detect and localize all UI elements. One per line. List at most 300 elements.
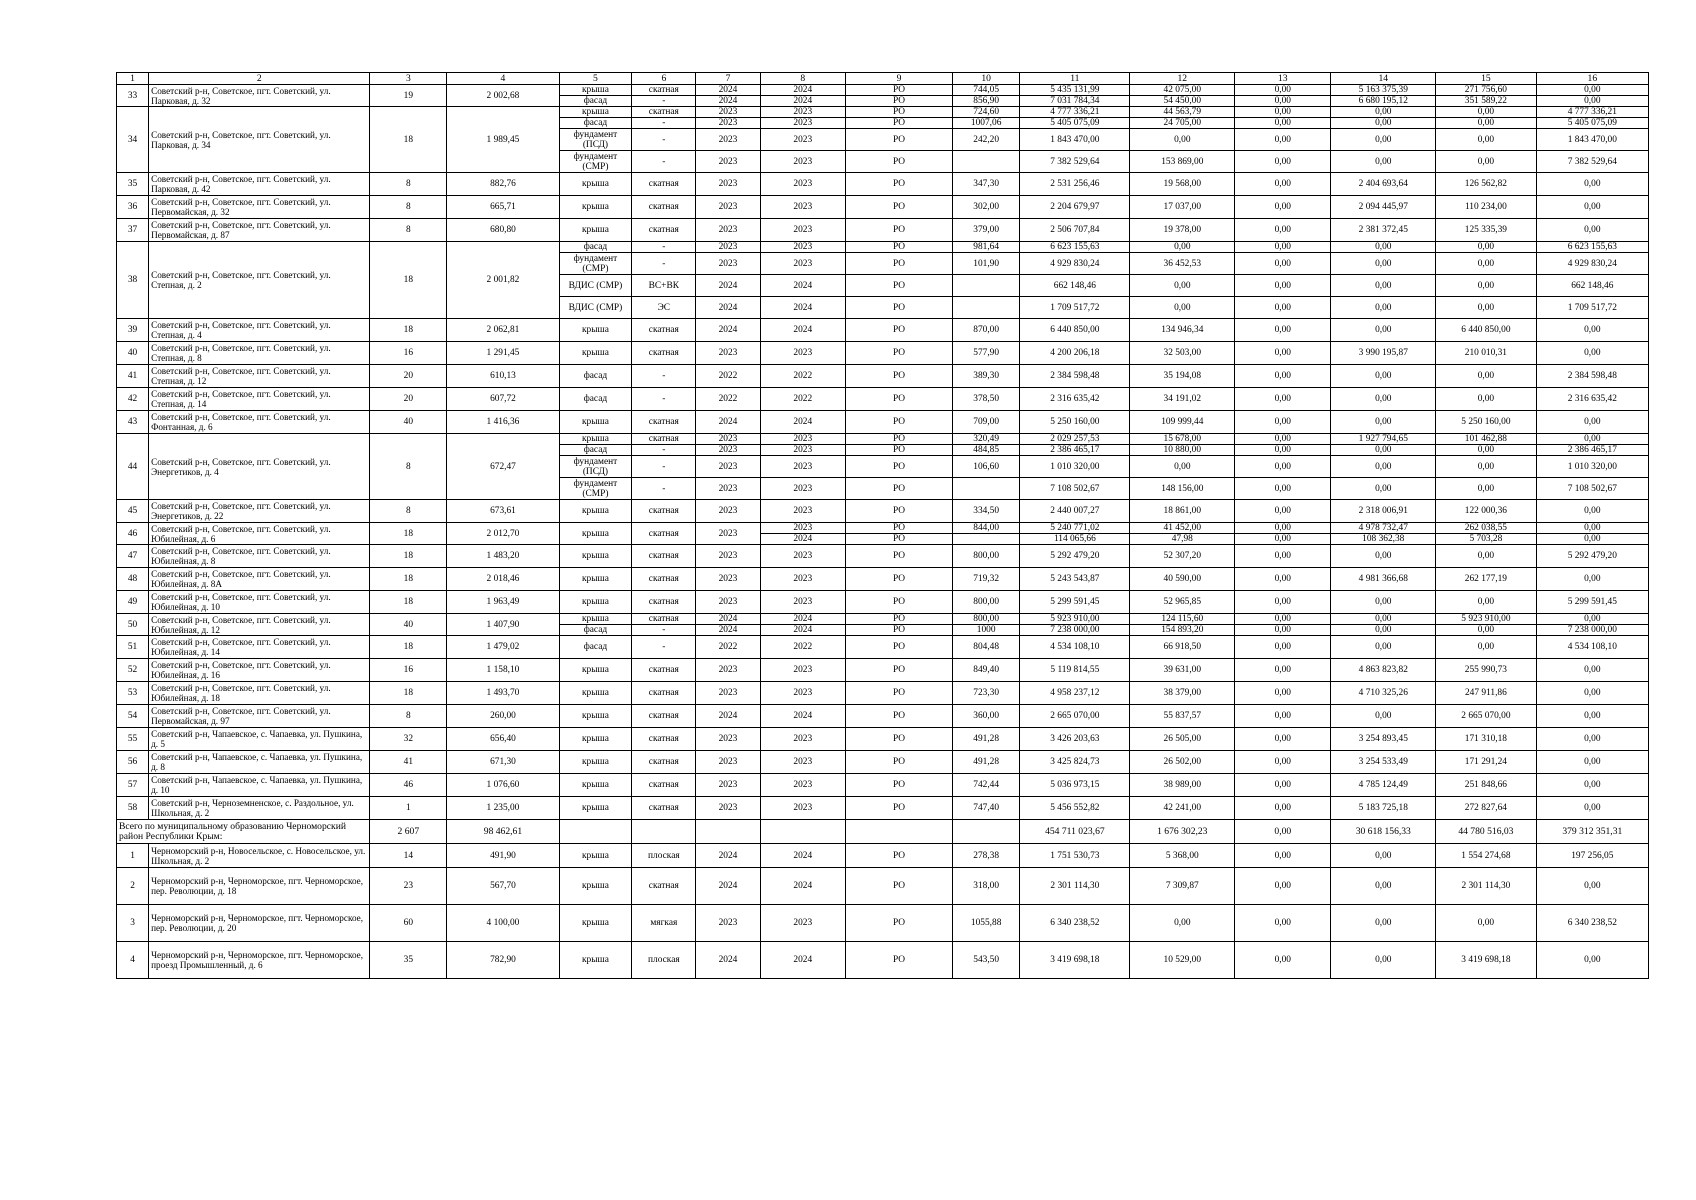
plan-year-cell: 2023 (696, 751, 760, 774)
owners-cell: 4 777 336,21 (1536, 107, 1648, 118)
method-cell: РО (846, 275, 953, 297)
owners-cell: 7 238 000,00 (1536, 625, 1648, 636)
volume-cell: 491,28 (952, 728, 1019, 751)
work-type-cell: фундамент (ПСД) (559, 456, 632, 478)
regional-cell: 171 310,18 (1436, 728, 1536, 751)
cost-cell: 4 534 108,10 (1020, 636, 1130, 659)
federal-cell: 0,00 (1331, 365, 1436, 388)
subtype-cell: скатная (632, 682, 696, 705)
floors-cell: 18 (370, 591, 447, 614)
owners-cell: 0,00 (1536, 797, 1648, 820)
spent-cell: 52 965,85 (1130, 591, 1235, 614)
area-cell: 1 076,60 (447, 774, 559, 797)
area-cell: 2 062,81 (447, 319, 559, 342)
regional-cell: 271 756,60 (1436, 85, 1536, 96)
volume-cell: 389,30 (952, 365, 1019, 388)
owners-cell: 0,00 (1536, 319, 1648, 342)
row-number: 53 (117, 682, 149, 705)
row-number: 38 (117, 242, 149, 319)
address-cell: Советский р-н, Советское, пгт. Советский, ул. Энергетиков, д. 4 (149, 434, 370, 500)
floors-cell: 32 (370, 728, 447, 751)
owners-cell: 0,00 (1536, 219, 1648, 242)
method-cell: РО (846, 434, 953, 445)
total-empty-7 (696, 820, 760, 844)
address-cell: Советский р-н, Советское, пгт. Советский, ул. Первомайская, д. 32 (149, 196, 370, 219)
floors-cell: 8 (370, 196, 447, 219)
table-row (117, 388, 1649, 411)
owners-cell: 0,00 (1536, 500, 1648, 523)
table-row (117, 545, 1649, 568)
federal-cell: 2 404 693,64 (1331, 173, 1436, 196)
volume-cell: 804,48 (952, 636, 1019, 659)
method-cell: РО (846, 129, 953, 151)
regional-cell: 122 000,36 (1436, 500, 1536, 523)
fund-cell: 0,00 (1235, 434, 1331, 445)
subtype-cell: скатная (632, 500, 696, 523)
regional-cell: 5 703,28 (1436, 534, 1536, 545)
subtype-cell: плоская (632, 844, 696, 868)
cost-cell: 2 531 256,46 (1020, 173, 1130, 196)
subtype-cell: - (632, 96, 696, 107)
area-cell: 2 012,70 (447, 523, 559, 545)
total-row (117, 820, 1649, 844)
fund-cell: 0,00 (1235, 534, 1331, 545)
regional-cell: 0,00 (1436, 253, 1536, 275)
address-cell: Черноморский р-н, Черноморское, пгт. Черноморское, пер. Революции, д. 18 (149, 868, 370, 905)
fund-cell: 0,00 (1235, 151, 1331, 173)
owners-cell: 0,00 (1536, 682, 1648, 705)
plan-year-cell: 2024 (696, 868, 760, 905)
area-cell: 1 493,70 (447, 682, 559, 705)
fund-cell: 0,00 (1235, 365, 1331, 388)
table-row (117, 85, 1649, 96)
volume-cell (952, 534, 1019, 545)
cost-cell: 5 250 160,00 (1020, 411, 1130, 434)
federal-cell: 0,00 (1331, 545, 1436, 568)
subtype-cell: - (632, 636, 696, 659)
floors-cell: 20 (370, 365, 447, 388)
table-row (117, 107, 1649, 118)
fact-year-cell: 2023 (760, 478, 846, 500)
regional-cell: 0,00 (1436, 636, 1536, 659)
subtype-cell: - (632, 445, 696, 456)
cost-cell: 2 440 007,27 (1020, 500, 1130, 523)
regional-cell: 0,00 (1436, 297, 1536, 319)
regional-cell: 110 234,00 (1436, 196, 1536, 219)
row-number: 43 (117, 411, 149, 434)
floors-cell: 20 (370, 388, 447, 411)
fund-cell: 0,00 (1235, 636, 1331, 659)
cost-cell: 1 751 530,73 (1020, 844, 1130, 868)
volume-cell: 484,85 (952, 445, 1019, 456)
owners-cell: 2 384 598,48 (1536, 365, 1648, 388)
table-row (117, 365, 1649, 388)
owners-cell: 0,00 (1536, 173, 1648, 196)
volume-cell: 849,40 (952, 659, 1019, 682)
subtype-cell: скатная (632, 751, 696, 774)
floors-cell: 18 (370, 523, 447, 545)
subtype-cell: скатная (632, 219, 696, 242)
fund-cell: 0,00 (1235, 253, 1331, 275)
volume-cell: 334,50 (952, 500, 1019, 523)
cost-cell: 2 665 070,00 (1020, 705, 1130, 728)
plan-year-cell: 2023 (696, 500, 760, 523)
row-number: 57 (117, 774, 149, 797)
area-cell: 4 100,00 (447, 905, 559, 942)
row-number: 50 (117, 614, 149, 636)
table-row (117, 797, 1649, 820)
volume-cell: 320,49 (952, 434, 1019, 445)
subtype-cell: скатная (632, 196, 696, 219)
regional-cell: 272 827,64 (1436, 797, 1536, 820)
federal-cell: 4 981 366,68 (1331, 568, 1436, 591)
total-spent: 1 676 302,23 (1130, 820, 1235, 844)
regional-cell: 262 038,55 (1436, 523, 1536, 534)
work-type-cell: крыша (559, 659, 632, 682)
row-number: 37 (117, 219, 149, 242)
work-type-cell: крыша (559, 523, 632, 545)
spent-cell: 154 893,20 (1130, 625, 1235, 636)
cost-cell: 4 777 336,21 (1020, 107, 1130, 118)
fund-cell: 0,00 (1235, 342, 1331, 365)
cost-cell: 5 036 973,15 (1020, 774, 1130, 797)
cost-cell: 4 200 206,18 (1020, 342, 1130, 365)
registry-table (116, 72, 1649, 979)
cost-cell: 114 065,66 (1020, 534, 1130, 545)
owners-cell: 1 010 320,00 (1536, 456, 1648, 478)
federal-cell: 3 254 533,49 (1331, 751, 1436, 774)
volume-cell: 378,50 (952, 388, 1019, 411)
table-row (117, 242, 1649, 253)
total-area: 98 462,61 (447, 820, 559, 844)
table-row (117, 173, 1649, 196)
plan-year-cell: 2024 (696, 844, 760, 868)
spent-cell: 55 837,57 (1130, 705, 1235, 728)
plan-year-cell: 2023 (696, 242, 760, 253)
spent-cell: 18 861,00 (1130, 500, 1235, 523)
area-cell: 656,40 (447, 728, 559, 751)
row-number: 45 (117, 500, 149, 523)
federal-cell: 4 978 732,47 (1331, 523, 1436, 534)
address-cell: Советский р-н, Чапаевское, с. Чапаевка, ул. Пушкина, д. 5 (149, 728, 370, 751)
table-row (117, 196, 1649, 219)
subtype-cell: скатная (632, 774, 696, 797)
fund-cell: 0,00 (1235, 905, 1331, 942)
row-number: 55 (117, 728, 149, 751)
fact-year-cell: 2022 (760, 388, 846, 411)
area-cell: 1 158,10 (447, 659, 559, 682)
method-cell: РО (846, 568, 953, 591)
cost-cell: 1 709 517,72 (1020, 297, 1130, 319)
area-cell: 1 235,00 (447, 797, 559, 820)
row-number: 56 (117, 751, 149, 774)
work-type-cell: фасад (559, 242, 632, 253)
fact-year-cell: 2024 (760, 534, 846, 545)
spent-cell: 0,00 (1130, 297, 1235, 319)
spent-cell: 17 037,00 (1130, 196, 1235, 219)
fact-year-cell: 2023 (760, 591, 846, 614)
row-number: 34 (117, 107, 149, 173)
federal-cell: 2 318 006,91 (1331, 500, 1436, 523)
table-row (117, 319, 1649, 342)
row-number: 46 (117, 523, 149, 545)
row-number: 2 (117, 868, 149, 905)
subtype-cell: - (632, 388, 696, 411)
fact-year-cell: 2023 (760, 129, 846, 151)
column-number-10: 10 (952, 73, 1019, 85)
regional-cell: 171 291,24 (1436, 751, 1536, 774)
federal-cell: 0,00 (1331, 319, 1436, 342)
federal-cell: 0,00 (1331, 591, 1436, 614)
subtype-cell: скатная (632, 319, 696, 342)
address-cell: Советский р-н, Советское, пгт. Советский, ул. Первомайская, д. 97 (149, 705, 370, 728)
work-type-cell: крыша (559, 774, 632, 797)
total-label: Всего по муниципальному образованию Черноморский район Республики Крым: (117, 820, 370, 844)
regional-cell: 1 554 274,68 (1436, 844, 1536, 868)
plan-year-cell: 2024 (696, 705, 760, 728)
address-cell: Советский р-н, Советское, пгт. Советский, ул. Степная, д. 12 (149, 365, 370, 388)
area-cell: 567,70 (447, 868, 559, 905)
fact-year-cell: 2023 (760, 751, 846, 774)
cost-cell: 5 240 771,02 (1020, 523, 1130, 534)
spent-cell: 47,98 (1130, 534, 1235, 545)
table-row (117, 705, 1649, 728)
spent-cell: 32 503,00 (1130, 342, 1235, 365)
plan-year-cell: 2024 (696, 297, 760, 319)
fund-cell: 0,00 (1235, 196, 1331, 219)
method-cell: РО (846, 118, 953, 129)
address-cell: Советский р-н, Чапаевское, с. Чапаевка, ул. Пушкина, д. 8 (149, 751, 370, 774)
method-cell: РО (846, 478, 953, 500)
fund-cell: 0,00 (1235, 445, 1331, 456)
federal-cell: 0,00 (1331, 478, 1436, 500)
address-cell: Советский р-н, Советское, пгт. Советский, ул. Парковая, д. 32 (149, 85, 370, 107)
cost-cell: 5 243 543,87 (1020, 568, 1130, 591)
method-cell: РО (846, 534, 953, 545)
spent-cell: 41 452,00 (1130, 523, 1235, 534)
fact-year-cell: 2023 (760, 797, 846, 820)
subtype-cell: скатная (632, 545, 696, 568)
table-row (117, 751, 1649, 774)
floors-cell: 35 (370, 942, 447, 979)
method-cell: РО (846, 365, 953, 388)
spent-cell: 38 379,00 (1130, 682, 1235, 705)
federal-cell: 5 163 375,39 (1331, 85, 1436, 96)
volume-cell: 744,05 (952, 85, 1019, 96)
regional-cell: 262 177,19 (1436, 568, 1536, 591)
fund-cell: 0,00 (1235, 173, 1331, 196)
row-number: 40 (117, 342, 149, 365)
total-empty-6 (632, 820, 696, 844)
spent-cell: 36 452,53 (1130, 253, 1235, 275)
subtype-cell: ЭС (632, 297, 696, 319)
volume-cell: 709,00 (952, 411, 1019, 434)
total-cost: 454 711 023,67 (1020, 820, 1130, 844)
spent-cell: 10 880,00 (1130, 445, 1235, 456)
federal-cell: 0,00 (1331, 411, 1436, 434)
floors-cell: 60 (370, 905, 447, 942)
floors-cell: 16 (370, 342, 447, 365)
regional-cell: 0,00 (1436, 107, 1536, 118)
method-cell: РО (846, 411, 953, 434)
area-cell: 1 483,20 (447, 545, 559, 568)
plan-year-cell: 2024 (696, 942, 760, 979)
plan-year-cell: 2023 (696, 905, 760, 942)
spent-cell: 109 999,44 (1130, 411, 1235, 434)
fund-cell: 0,00 (1235, 523, 1331, 534)
subtype-cell: - (632, 478, 696, 500)
floors-cell: 1 (370, 797, 447, 820)
plan-year-cell: 2023 (696, 253, 760, 275)
volume-cell: 719,32 (952, 568, 1019, 591)
fact-year-cell: 2023 (760, 659, 846, 682)
total-regional: 44 780 516,03 (1436, 820, 1536, 844)
plan-year-cell: 2023 (696, 434, 760, 445)
fund-cell: 0,00 (1235, 659, 1331, 682)
area-cell: 672,47 (447, 434, 559, 500)
work-type-cell: крыша (559, 705, 632, 728)
method-cell: РО (846, 942, 953, 979)
fund-cell: 0,00 (1235, 242, 1331, 253)
column-number-8: 8 (760, 73, 846, 85)
table-body (117, 73, 1649, 979)
subtype-cell: скатная (632, 568, 696, 591)
fund-cell: 0,00 (1235, 682, 1331, 705)
volume-cell: 278,38 (952, 844, 1019, 868)
table-row (117, 568, 1649, 591)
floors-cell: 18 (370, 636, 447, 659)
spent-cell: 15 678,00 (1130, 434, 1235, 445)
floors-cell: 8 (370, 219, 447, 242)
federal-cell: 0,00 (1331, 705, 1436, 728)
column-number-12: 12 (1130, 73, 1235, 85)
fact-year-cell: 2023 (760, 445, 846, 456)
plan-year-cell: 2024 (696, 319, 760, 342)
subtype-cell: скатная (632, 705, 696, 728)
area-cell: 1 416,36 (447, 411, 559, 434)
spent-cell: 40 590,00 (1130, 568, 1235, 591)
cost-cell: 3 419 698,18 (1020, 942, 1130, 979)
column-number-15: 15 (1436, 73, 1536, 85)
owners-cell: 0,00 (1536, 342, 1648, 365)
plan-year-cell: 2022 (696, 388, 760, 411)
table-row (117, 523, 1649, 534)
header-row (117, 73, 1649, 85)
fact-year-cell: 2024 (760, 319, 846, 342)
federal-cell: 0,00 (1331, 297, 1436, 319)
plan-year-cell: 2022 (696, 365, 760, 388)
owners-cell: 0,00 (1536, 523, 1648, 534)
spent-cell: 26 502,00 (1130, 751, 1235, 774)
owners-cell: 0,00 (1536, 434, 1648, 445)
work-type-cell: крыша (559, 728, 632, 751)
volume-cell: 101,90 (952, 253, 1019, 275)
cost-cell: 1 010 320,00 (1020, 456, 1130, 478)
method-cell: РО (846, 705, 953, 728)
work-type-cell: крыша (559, 797, 632, 820)
plan-year-cell: 2023 (696, 774, 760, 797)
address-cell: Черноморский р-н, Черноморское, пгт. Черноморское, пер. Революции, д. 20 (149, 905, 370, 942)
method-cell: РО (846, 96, 953, 107)
plan-year-cell: 2023 (696, 797, 760, 820)
work-type-cell: фасад (559, 636, 632, 659)
row-number: 35 (117, 173, 149, 196)
spent-cell: 26 505,00 (1130, 728, 1235, 751)
subtype-cell: скатная (632, 411, 696, 434)
plan-year-cell: 2023 (696, 568, 760, 591)
owners-cell: 1 843 470,00 (1536, 129, 1648, 151)
volume-cell: 577,90 (952, 342, 1019, 365)
owners-cell: 0,00 (1536, 85, 1648, 96)
work-type-cell: крыша (559, 107, 632, 118)
subtype-cell: - (632, 456, 696, 478)
method-cell: РО (846, 545, 953, 568)
regional-cell: 125 335,39 (1436, 219, 1536, 242)
volume-cell: 981,64 (952, 242, 1019, 253)
floors-cell: 18 (370, 568, 447, 591)
regional-cell: 6 440 850,00 (1436, 319, 1536, 342)
method-cell: РО (846, 219, 953, 242)
cost-cell: 6 440 850,00 (1020, 319, 1130, 342)
plan-year-cell: 2023 (696, 107, 760, 118)
work-type-cell: фасад (559, 625, 632, 636)
total-floors: 2 607 (370, 820, 447, 844)
method-cell: РО (846, 107, 953, 118)
volume-cell (952, 275, 1019, 297)
table-row (117, 614, 1649, 625)
federal-cell: 0,00 (1331, 275, 1436, 297)
area-cell: 1 963,49 (447, 591, 559, 614)
plan-year-cell: 2024 (696, 275, 760, 297)
volume-cell: 723,30 (952, 682, 1019, 705)
row-number: 52 (117, 659, 149, 682)
table-row (117, 411, 1649, 434)
method-cell: РО (846, 500, 953, 523)
address-cell: Советский р-н, Черноземненское, с. Раздольное, ул. Школьная, д. 2 (149, 797, 370, 820)
federal-cell: 0,00 (1331, 636, 1436, 659)
federal-cell: 0,00 (1331, 129, 1436, 151)
fact-year-cell: 2023 (760, 523, 846, 534)
floors-cell: 8 (370, 500, 447, 523)
federal-cell: 0,00 (1331, 107, 1436, 118)
spent-cell: 0,00 (1130, 129, 1235, 151)
method-cell: РО (846, 342, 953, 365)
address-cell: Советский р-н, Советское, пгт. Советский, ул. Юбилейная, д. 18 (149, 682, 370, 705)
area-cell: 1 479,02 (447, 636, 559, 659)
cost-cell: 2 384 598,48 (1020, 365, 1130, 388)
fact-year-cell: 2024 (760, 614, 846, 625)
area-cell: 607,72 (447, 388, 559, 411)
fact-year-cell: 2023 (760, 568, 846, 591)
federal-cell: 0,00 (1331, 905, 1436, 942)
spent-cell: 10 529,00 (1130, 942, 1235, 979)
cost-cell: 5 435 131,99 (1020, 85, 1130, 96)
volume-cell: 1007,06 (952, 118, 1019, 129)
fund-cell: 0,00 (1235, 275, 1331, 297)
plan-year-cell: 2023 (696, 173, 760, 196)
owners-cell: 2 386 465,17 (1536, 445, 1648, 456)
fund-cell: 0,00 (1235, 118, 1331, 129)
address-cell: Советский р-н, Советское, пгт. Советский, ул. Парковая, д. 42 (149, 173, 370, 196)
row-number: 4 (117, 942, 149, 979)
federal-cell: 0,00 (1331, 844, 1436, 868)
cost-cell: 2 029 257,53 (1020, 434, 1130, 445)
subtype-cell: скатная (632, 342, 696, 365)
subtype-cell: - (632, 253, 696, 275)
regional-cell: 0,00 (1436, 905, 1536, 942)
owners-cell: 0,00 (1536, 96, 1648, 107)
fact-year-cell: 2023 (760, 196, 846, 219)
